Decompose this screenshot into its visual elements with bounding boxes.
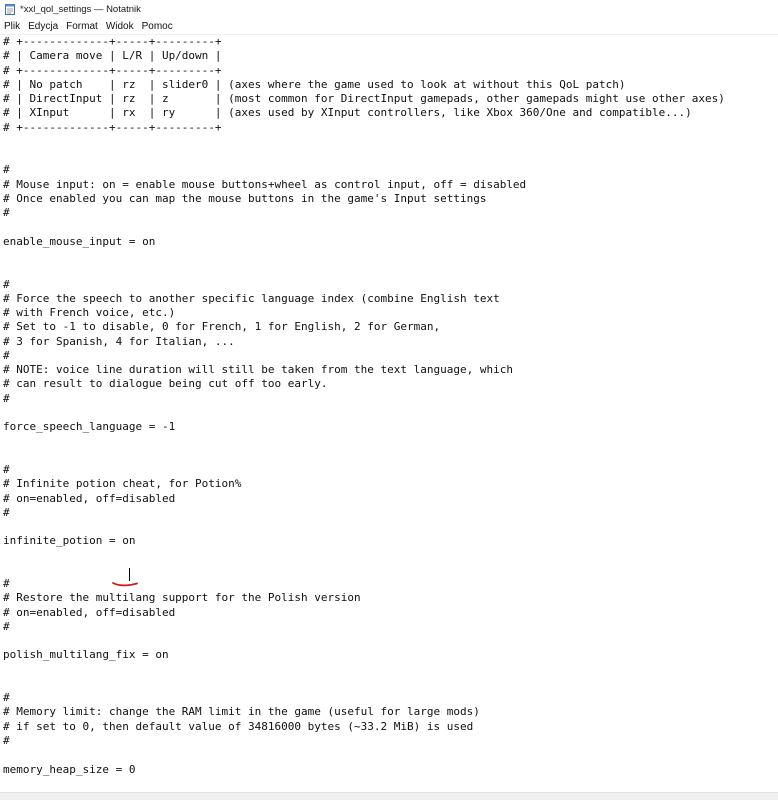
text-line[interactable]: # bbox=[3, 277, 10, 291]
text-line[interactable]: force_speech_language = -1 bbox=[3, 420, 176, 434]
red-underline-annotation bbox=[112, 580, 138, 588]
notepad-icon bbox=[4, 3, 16, 15]
text-line[interactable] bbox=[3, 449, 725, 463]
menu-edit[interactable]: Edycja bbox=[28, 20, 59, 32]
text-line[interactable]: # bbox=[3, 206, 10, 220]
text-line[interactable]: # 3 for Spanish, 4 for Italian, ... bbox=[3, 334, 235, 348]
text-line[interactable] bbox=[3, 520, 725, 534]
text-line[interactable] bbox=[3, 434, 725, 448]
text-line[interactable]: # | DirectInput | rz | z | (most common for DirectInput gamepads, other gamepads might use other axes) bbox=[3, 92, 725, 106]
text-line[interactable]: # bbox=[3, 348, 10, 362]
text-line[interactable]: # bbox=[3, 619, 10, 633]
text-line[interactable] bbox=[3, 249, 725, 263]
text-line[interactable] bbox=[3, 220, 725, 234]
text-line[interactable]: # bbox=[3, 391, 10, 405]
text-line[interactable]: # bbox=[3, 505, 10, 519]
text-line[interactable]: # Memory limit: change the RAM limit in the game (useful for large mods) bbox=[3, 705, 480, 719]
text-line[interactable] bbox=[3, 663, 725, 677]
text-line[interactable]: # Once enabled you can map the mouse buttons in the game's Input settings bbox=[3, 191, 487, 205]
window-title: *xxl_qol_settings — Notatnik bbox=[20, 3, 141, 15]
horizontal-scrollbar[interactable] bbox=[0, 792, 778, 800]
text-line[interactable]: # +-------------+-----+---------+ bbox=[3, 120, 222, 134]
text-line[interactable]: # +-------------+-----+---------+ bbox=[3, 35, 222, 48]
text-line[interactable]: # | No patch | rz | slider0 | (axes where the game used to look at without this QoL patch) bbox=[3, 77, 626, 91]
text-line[interactable]: memory_heap_size = 0 bbox=[3, 762, 136, 776]
text-line[interactable]: # +-------------+-----+---------+ bbox=[3, 63, 222, 77]
menu-help[interactable]: Pomoc bbox=[141, 20, 173, 32]
text-line[interactable]: # | Camera move | L/R | Up/down | bbox=[3, 49, 222, 63]
text-line[interactable]: # bbox=[3, 577, 10, 591]
text-line[interactable]: # bbox=[3, 734, 10, 748]
text-line[interactable]: infinite_potion = on bbox=[3, 534, 136, 548]
text-line[interactable]: # can result to dialogue being cut off too early. bbox=[3, 377, 328, 391]
editor-text[interactable] bbox=[3, 35, 725, 777]
menu-view[interactable]: Widok bbox=[105, 20, 134, 32]
text-line[interactable]: # on=enabled, off=disabled bbox=[3, 491, 176, 505]
text-line[interactable]: polish_multilang_fix = on bbox=[3, 648, 169, 662]
text-line[interactable] bbox=[3, 149, 725, 163]
text-line[interactable]: # Mouse input: on = enable mouse buttons+wheel as control input, off = disabled bbox=[3, 177, 527, 191]
text-line[interactable]: # bbox=[3, 163, 10, 177]
text-line[interactable] bbox=[3, 563, 725, 577]
menu-format[interactable]: Format bbox=[66, 20, 98, 32]
text-line[interactable] bbox=[3, 135, 725, 149]
text-line[interactable]: # Restore the multilang support for the Polish version bbox=[3, 591, 361, 605]
text-line[interactable] bbox=[3, 748, 725, 762]
text-line[interactable] bbox=[3, 634, 725, 648]
text-line[interactable]: # NOTE: voice line duration will still be taken from the text language, which bbox=[3, 363, 513, 377]
text-line[interactable]: # bbox=[3, 462, 10, 476]
text-line[interactable]: # Set to -1 to disable, 0 for French, 1 for English, 2 for German, bbox=[3, 320, 441, 334]
text-line[interactable]: enable_mouse_input = on bbox=[3, 234, 156, 248]
text-line[interactable]: # if set to 0, then default value of 34816000 bytes (~33.2 MiB) is used bbox=[3, 719, 474, 733]
text-line[interactable] bbox=[3, 677, 725, 691]
text-line[interactable]: # | XInput | rx | ry | (axes used by XInput controllers, like Xbox 360/One and compatible...) bbox=[3, 106, 692, 120]
menu-bar bbox=[0, 18, 778, 34]
title-bar[interactable] bbox=[0, 0, 778, 18]
menu-file[interactable]: Plik bbox=[4, 20, 21, 32]
text-line[interactable]: # bbox=[3, 691, 10, 705]
text-line[interactable] bbox=[3, 263, 725, 277]
text-line[interactable]: # Force the speech to another specific language index (combine English text bbox=[3, 291, 500, 305]
text-line[interactable]: # with French voice, etc.) bbox=[3, 306, 176, 320]
text-editor[interactable] bbox=[0, 34, 778, 793]
text-line[interactable]: # on=enabled, off=disabled bbox=[3, 605, 176, 619]
text-line[interactable]: # Infinite potion cheat, for Potion% bbox=[3, 477, 242, 491]
text-line[interactable] bbox=[3, 406, 725, 420]
text-line[interactable] bbox=[3, 549, 725, 563]
